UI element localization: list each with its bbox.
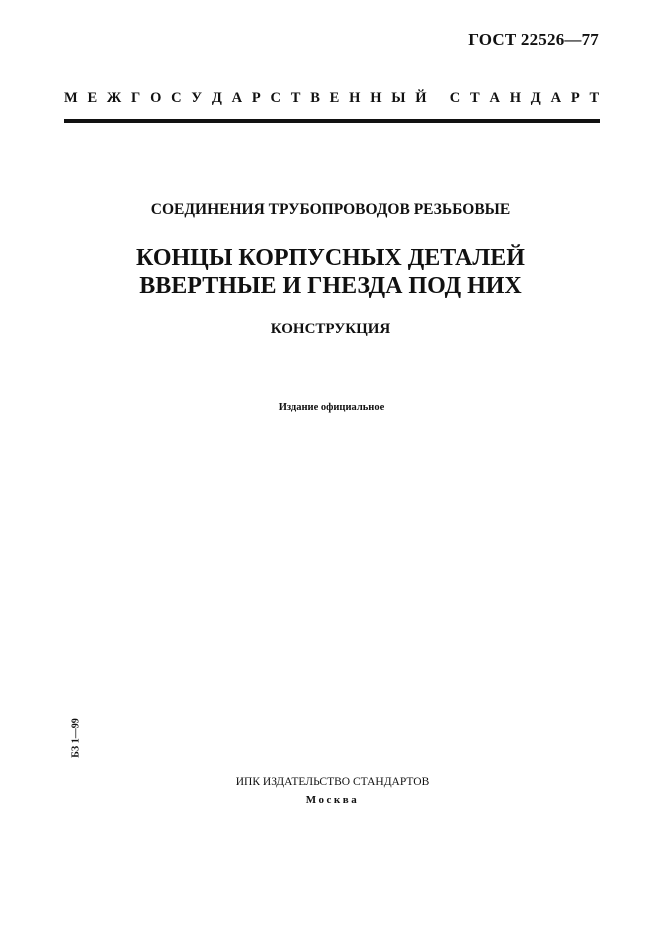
interstate-letter: Т xyxy=(470,90,481,106)
interstate-standard-heading xyxy=(64,90,600,107)
interstate-letter: Е xyxy=(87,90,98,106)
interstate-letter: Т xyxy=(589,90,600,106)
interstate-letter: Р xyxy=(570,90,581,106)
interstate-letter: С xyxy=(171,90,183,106)
interstate-letter: Д xyxy=(211,90,223,106)
interstate-letter: Е xyxy=(329,90,340,106)
interstate-letter: О xyxy=(150,90,162,106)
document-topic: СОЕДИНЕНИЯ ТРУБОПРОВОДОВ РЕЗЬБОВЫЕ xyxy=(150,201,511,218)
interstate-letter: С xyxy=(449,90,461,106)
interstate-letter: Ж xyxy=(106,90,122,106)
interstate-letter: А xyxy=(550,90,562,106)
edition-note: Издание официальное xyxy=(278,402,385,413)
interstate-letter: В xyxy=(310,90,321,106)
interstate-letter: А xyxy=(489,90,501,106)
interstate-letter: Г xyxy=(131,90,141,106)
publisher: ИПК ИЗДАТЕЛЬСТВО СТАНДАРТОВ xyxy=(235,776,430,788)
title-line-2: ВВЕРТНЫЕ И ГНЕЗДА ПОД НИХ xyxy=(139,273,522,299)
interstate-letter: С xyxy=(270,90,282,106)
document-subtitle: КОНСТРУКЦИЯ xyxy=(270,321,391,337)
document-title xyxy=(0,244,661,300)
interstate-letter: Н xyxy=(509,90,522,106)
header-rule xyxy=(64,119,600,123)
interstate-letter: Т xyxy=(290,90,301,106)
publication-city: Москва xyxy=(305,794,360,806)
interstate-letter: Ы xyxy=(391,90,406,106)
side-code xyxy=(69,716,83,760)
interstate-letter: Й xyxy=(415,90,428,106)
interstate-letter: М xyxy=(64,90,79,106)
interstate-letter xyxy=(436,90,440,107)
title-line-1: КОНЦЫ КОРПУСНЫХ ДЕТАЛЕЙ xyxy=(136,245,525,271)
interstate-letter: У xyxy=(191,90,203,106)
interstate-letter: Н xyxy=(370,90,382,106)
standard-number: ГОСТ 22526—77 xyxy=(468,30,599,49)
interstate-letter: Р xyxy=(251,90,262,106)
interstate-letter: Н xyxy=(349,90,361,106)
side-code-text: БЗ 1—99 xyxy=(70,718,82,758)
interstate-letter: А xyxy=(231,90,243,106)
interstate-letter: Д xyxy=(530,90,542,106)
